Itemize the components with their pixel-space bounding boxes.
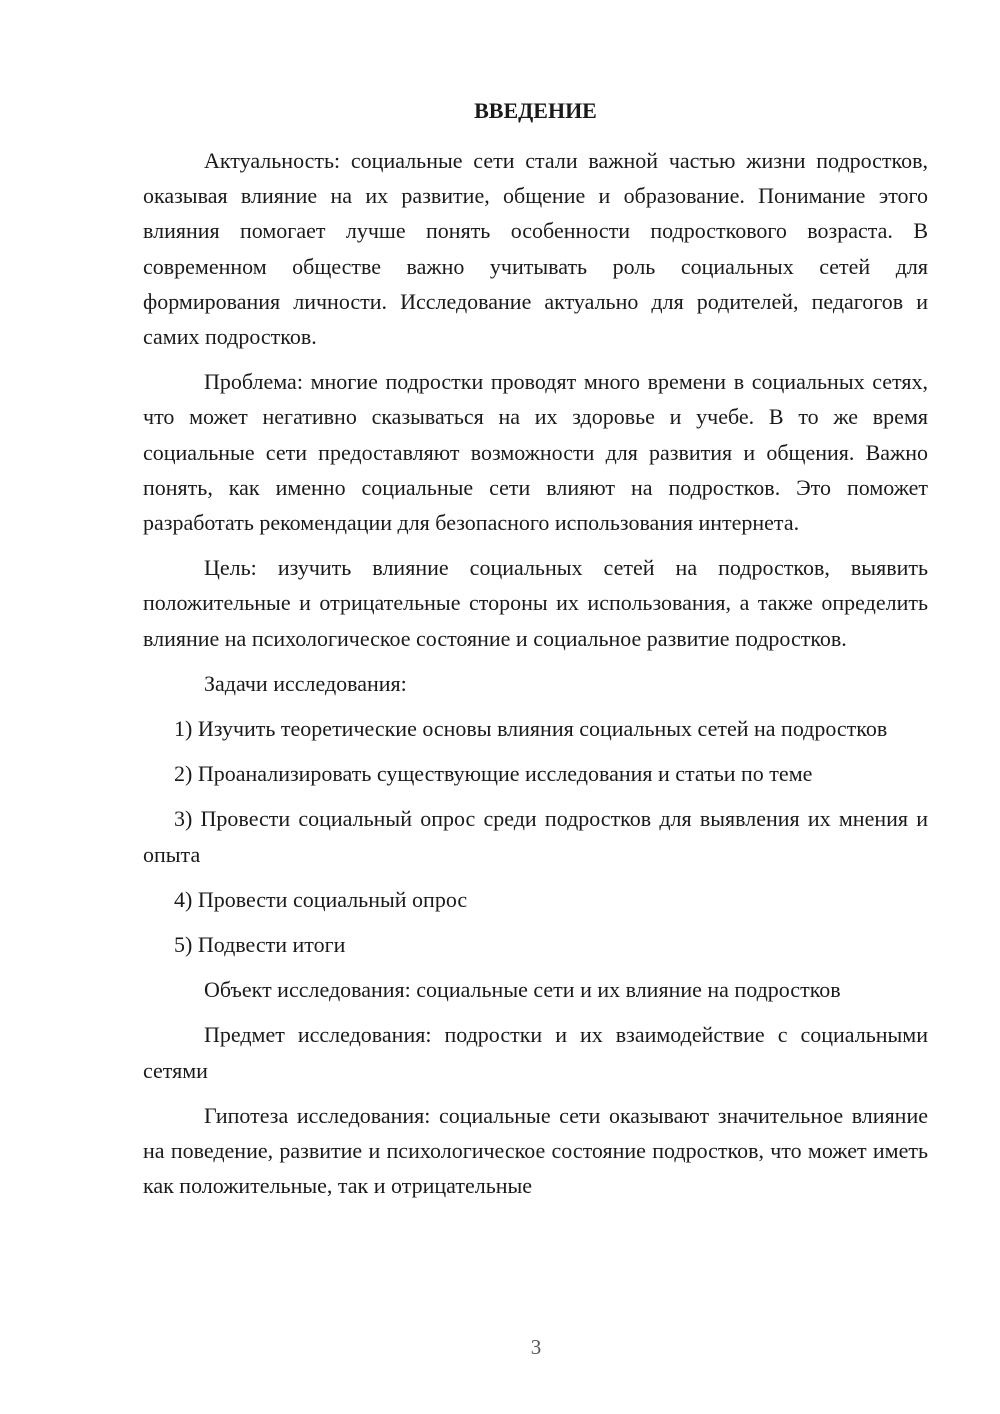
paragraph-hypothesis: Гипотеза исследования: социальные сети оказывают значительное влияние на поведение, развитие и психологическое состояние подростков, что может иметь как положительные, так и отрицательные [143, 1102, 928, 1199]
paragraph-tasks-title: Задачи исследования: [204, 670, 407, 696]
page-number: 3 [530, 1335, 542, 1359]
task-item-2: 2) Проанализировать существующие исследования и статьи по теме [174, 761, 813, 787]
paragraph-relevance: Актуальность: социальные сети стали важной частью жизни подростков, оказывая влияние на их развитие, общение и образование. Понимание этого влияния помогает лучше понять особенности подросткового возраста. В современном обществе важно учитывать роль социальных сетей для формирования личности. Исследование актуально для родителей, педагогов и самих подростков. [143, 148, 928, 350]
paragraph-subject: Предмет исследования: подростки и их взаимодействие с социальными сетями [143, 1022, 928, 1083]
paragraph-problem: Проблема: многие подростки проводят много времени в социальных сетях, что может негативно сказываться на их здоровье и учебе. В то же время социальные сети предоставляют возможности для развития и общения. Важно понять, как именно социальные сети влияют на подростков. Это поможет разработать рекомендации для безопасного использования интернета. [143, 369, 928, 536]
paragraph-goal: Цель: изучить влияние социальных сетей на подростков, выявить положительные и отрицательные стороны их использования, а также определить влияние на психологическое состояние и социальное развитие подростков. [143, 555, 928, 651]
task-item-5: 5) Подвести итоги [174, 932, 346, 958]
task-item-4: 4) Провести социальный опрос [174, 886, 468, 912]
document-body [143, 143, 928, 1213]
paragraph-object: Объект исследования: социальные сети и их влияние на подростков [204, 977, 841, 1003]
task-item-3: 3) Провести социальный опрос среди подростков для выявления их мнения и опыта [143, 806, 928, 867]
section-heading: ВВЕДЕНИЕ [474, 98, 597, 123]
task-item-1: 1) Изучить теоретические основы влияния социальных сетей на подростков [174, 716, 888, 742]
